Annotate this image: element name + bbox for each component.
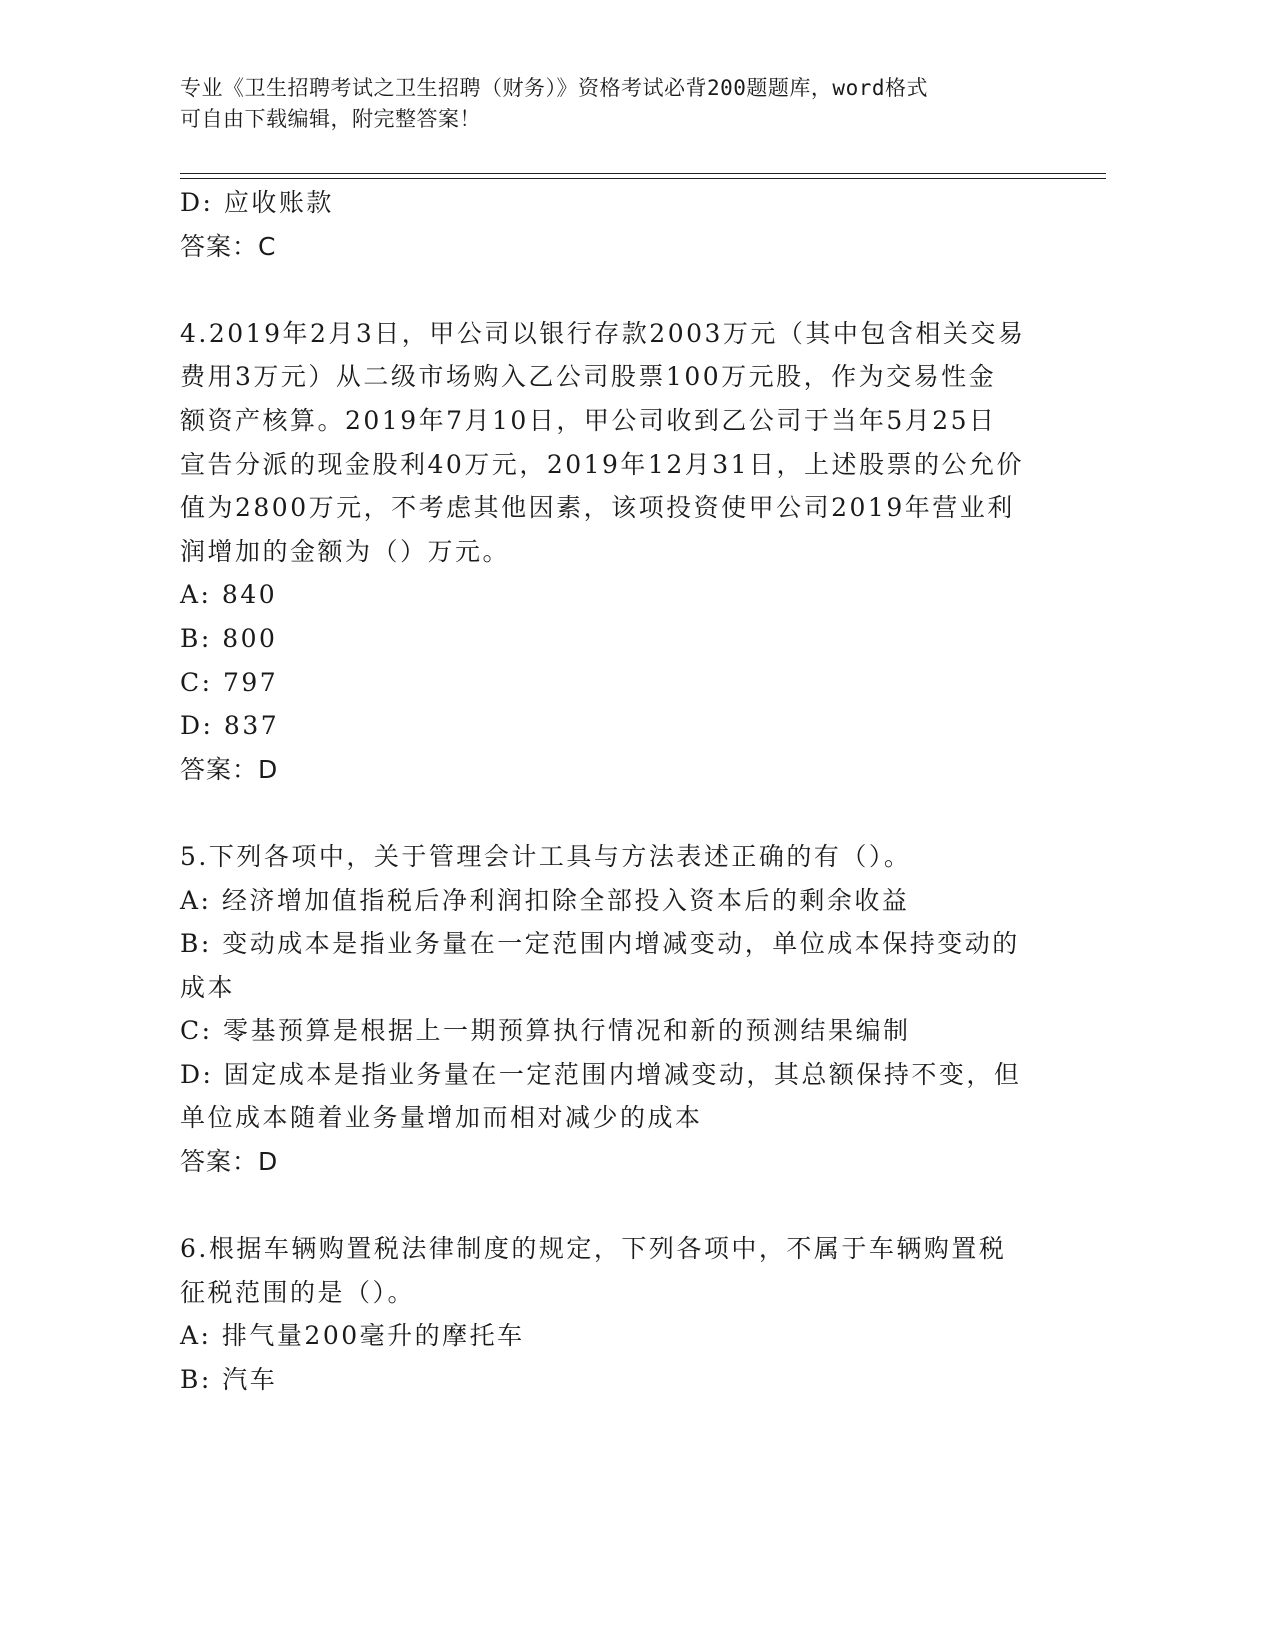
q4-option-c: C: 797 (180, 667, 279, 697)
header-title-line-2: 可自由下载编辑，附完整答案！ (180, 107, 481, 131)
q4-answer: 答案：D (180, 754, 279, 784)
q5-option-a: A: 经济增加值指税后净利润扣除全部投入资本后的剩余收益 (180, 885, 910, 915)
spacer (180, 268, 1060, 312)
q5-option-d-line-1: D: 固定成本是指业务量在一定范围内增减变动，其总额保持不变，但 (180, 1059, 1022, 1089)
spacer (180, 1184, 1060, 1228)
q4-question-line-2: 费用3万元）从二级市场购入乙公司股票100万元股，作为交易性金 (180, 362, 997, 392)
q4-question-line-3: 额资产核算。2019年7月10日，甲公司收到乙公司于当年5月25日 (180, 405, 997, 435)
page-header (180, 73, 1060, 135)
q4-option-d: D: 837 (180, 711, 280, 741)
question-content (180, 181, 1060, 1402)
q4-option-b: B: 800 (180, 623, 278, 653)
header-divider-bottom (180, 178, 1106, 179)
q5-option-c: C: 零基预算是根据上一期预算执行情况和新的预测结果编制 (180, 1016, 911, 1046)
q6-question-line-2: 征税范围的是（）。 (180, 1277, 416, 1307)
q5-question: 5.下列各项中，关于管理会计工具与方法表述正确的有（）。 (180, 841, 912, 871)
q5-answer: 答案：D (180, 1147, 279, 1177)
header-divider-top (180, 173, 1106, 174)
q4-option-a: A: 840 (180, 580, 278, 610)
q4-question-line-1: 4.2019年2月3日，甲公司以银行存款2003万元（其中包含相关交易 (180, 318, 1026, 348)
spacer (180, 791, 1060, 835)
q3-option-d: D: 应收账款 (180, 188, 334, 217)
q6-option-b: B: 汽车 (180, 1365, 278, 1395)
header-title-line-1: 专业《卫生招聘考试之卫生招聘（财务）》资格考试必背200题题库，word格式 (180, 76, 928, 100)
q5-option-b-line-1: B: 变动成本是指业务量在一定范围内增减变动，单位成本保持变动的 (180, 929, 1020, 959)
q4-question-line-6: 润增加的金额为（）万元。 (180, 536, 511, 566)
q3-answer: 答案：C (180, 231, 277, 261)
q4-question-line-5: 值为2800万元，不考虑其他因素，该项投资使甲公司2019年营业利 (180, 493, 1015, 523)
q4-question-line-4: 宣告分派的现金股利40万元，2019年12月31日，上述股票的公允价 (180, 449, 1025, 479)
q6-option-a: A: 排气量200毫升的摩托车 (180, 1321, 525, 1351)
q5-option-b-line-2: 成本 (180, 972, 236, 1002)
q5-option-d-line-2: 单位成本随着业务量增加而相对减少的成本 (180, 1103, 703, 1133)
q6-question-line-1: 6.根据车辆购置税法律制度的规定，下列各项中，不属于车辆购置税 (180, 1234, 1007, 1264)
